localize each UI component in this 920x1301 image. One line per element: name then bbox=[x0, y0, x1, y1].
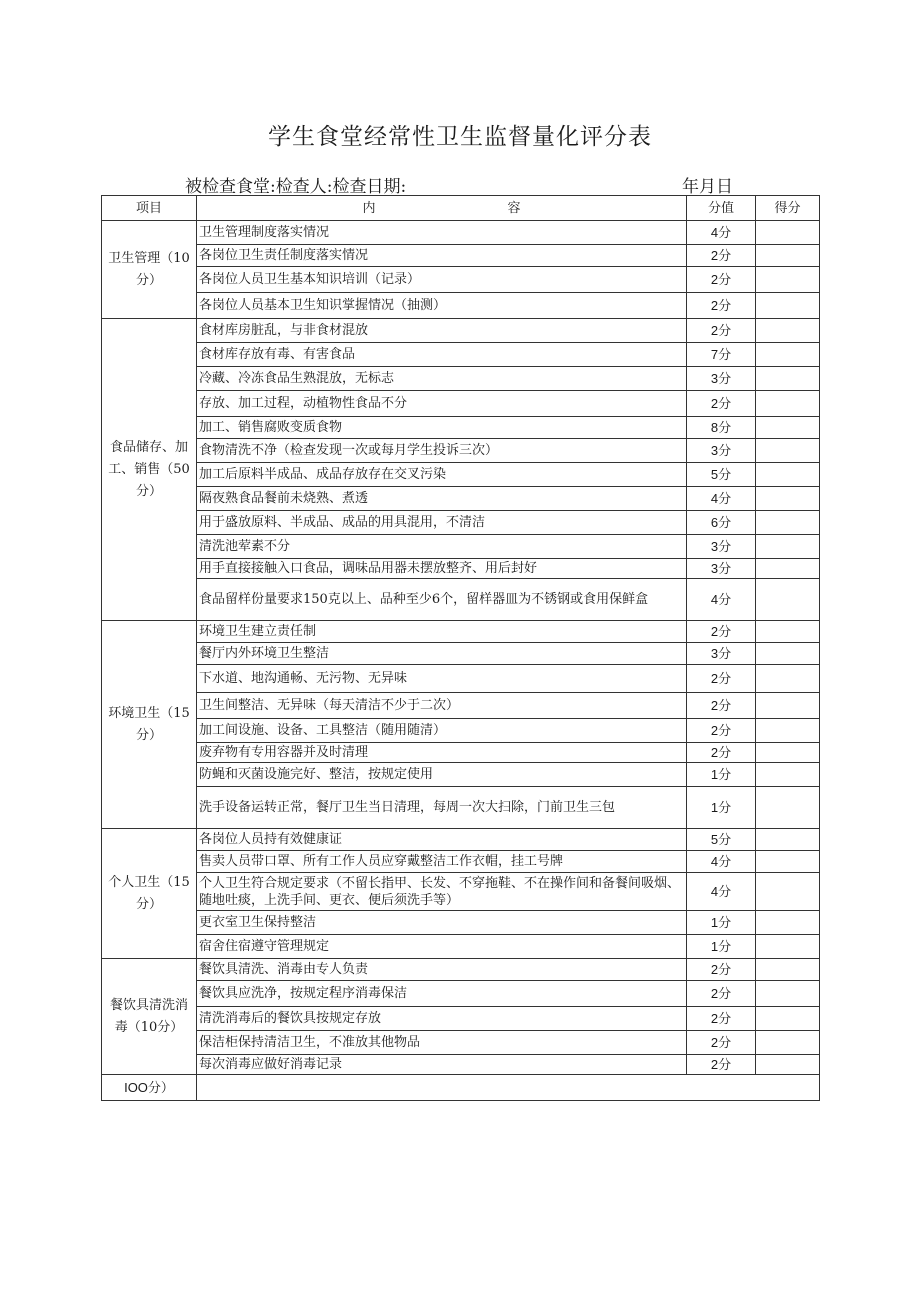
total-label: IOO分） bbox=[102, 1075, 197, 1101]
table-row bbox=[102, 439, 820, 463]
obtained-score-cell[interactable] bbox=[756, 417, 820, 439]
table-row bbox=[102, 719, 820, 743]
score-value: 4分 bbox=[687, 487, 756, 511]
section-name: 环境卫生（15分） bbox=[102, 621, 197, 829]
table-row bbox=[102, 293, 820, 319]
score-value: 5分 bbox=[687, 829, 756, 851]
score-value: 2分 bbox=[687, 267, 756, 293]
score-value: 1分 bbox=[687, 787, 756, 829]
score-value: 2分 bbox=[687, 981, 756, 1007]
score-value: 6分 bbox=[687, 511, 756, 535]
score-value: 1分 bbox=[687, 935, 756, 959]
table-row bbox=[102, 579, 820, 621]
check-item: 各岗位卫生责任制度落实情况 bbox=[197, 245, 687, 267]
score-value: 8分 bbox=[687, 417, 756, 439]
inspection-date-label: 年月日 bbox=[682, 177, 733, 197]
score-value: 3分 bbox=[687, 535, 756, 559]
check-item: 每次消毒应做好消毒记录 bbox=[197, 1055, 687, 1075]
page-title: 学生食堂经常性卫生监督量化评分表 bbox=[268, 124, 652, 150]
check-item: 各岗位人员持有效健康证 bbox=[197, 829, 687, 851]
header-obtained: 得分 bbox=[756, 196, 820, 221]
obtained-score-cell[interactable] bbox=[756, 535, 820, 559]
check-item: 食材库存放有毒、有害食品 bbox=[197, 343, 687, 367]
table-row bbox=[102, 851, 820, 873]
obtained-score-cell[interactable] bbox=[756, 463, 820, 487]
score-value: 5分 bbox=[687, 463, 756, 487]
table-row bbox=[102, 245, 820, 267]
total-row bbox=[102, 1075, 820, 1101]
obtained-score-cell[interactable] bbox=[756, 873, 820, 911]
table-row bbox=[102, 743, 820, 763]
score-value: 1分 bbox=[687, 911, 756, 935]
obtained-score-cell[interactable] bbox=[756, 693, 820, 719]
obtained-score-cell[interactable] bbox=[756, 851, 820, 873]
check-item: 各岗位人员卫生基本知识培训（记录） bbox=[197, 267, 687, 293]
obtained-score-cell[interactable] bbox=[756, 763, 820, 787]
table-row bbox=[102, 535, 820, 559]
check-item: 防蝇和灭菌设施完好、整洁，按规定使用 bbox=[197, 763, 687, 787]
obtained-score-cell[interactable] bbox=[756, 1007, 820, 1031]
obtained-score-cell[interactable] bbox=[756, 719, 820, 743]
header-item: 项目 bbox=[102, 196, 197, 221]
check-item: 卫生管理制度落实情况 bbox=[197, 221, 687, 245]
check-item: 各岗位人员基本卫生知识掌握情况（抽测） bbox=[197, 293, 687, 319]
obtained-score-cell[interactable] bbox=[756, 245, 820, 267]
table-row bbox=[102, 911, 820, 935]
obtained-score-cell[interactable] bbox=[756, 1031, 820, 1055]
inspection-info: 被检查食堂:检查人:检查日期: bbox=[185, 177, 407, 197]
obtained-score-cell[interactable] bbox=[756, 643, 820, 665]
check-item: 隔夜熟食品餐前未烧熟、煮透 bbox=[197, 487, 687, 511]
score-value: 2分 bbox=[687, 293, 756, 319]
table-row bbox=[102, 463, 820, 487]
obtained-score-cell[interactable] bbox=[756, 221, 820, 245]
score-value: 2分 bbox=[687, 245, 756, 267]
check-item: 宿舍住宿遵守管理规定 bbox=[197, 935, 687, 959]
obtained-score-cell[interactable] bbox=[756, 293, 820, 319]
total-score-cell[interactable] bbox=[197, 1075, 820, 1101]
table-row bbox=[102, 559, 820, 579]
obtained-score-cell[interactable] bbox=[756, 391, 820, 417]
check-item: 餐饮具清洗、消毒由专人负责 bbox=[197, 959, 687, 981]
score-value: 3分 bbox=[687, 559, 756, 579]
check-item: 用于盛放原料、半成品、成品的用具混用，不清洁 bbox=[197, 511, 687, 535]
score-value: 2分 bbox=[687, 959, 756, 981]
table-row bbox=[102, 981, 820, 1007]
table-row bbox=[102, 665, 820, 693]
check-item: 清洗池荤素不分 bbox=[197, 535, 687, 559]
check-item: 用手直接接触入口食品，调味品用器未摆放整齐、用后封好 bbox=[197, 559, 687, 579]
score-value: 4分 bbox=[687, 873, 756, 911]
score-value: 3分 bbox=[687, 367, 756, 391]
obtained-score-cell[interactable] bbox=[756, 559, 820, 579]
table-row bbox=[102, 1007, 820, 1031]
check-item: 食材库房脏乱，与非食材混放 bbox=[197, 319, 687, 343]
score-value: 7分 bbox=[687, 343, 756, 367]
check-item: 加工间设施、设备、工具整洁（随用随清） bbox=[197, 719, 687, 743]
obtained-score-cell[interactable] bbox=[756, 911, 820, 935]
check-item: 下水道、地沟通畅、无污物、无异味 bbox=[197, 665, 687, 693]
check-item: 食物清洗不净（检查发现一次或每月学生投诉三次） bbox=[197, 439, 687, 463]
score-value: 3分 bbox=[687, 439, 756, 463]
obtained-score-cell[interactable] bbox=[756, 621, 820, 643]
check-item: 加工、销售腐败变质食物 bbox=[197, 417, 687, 439]
check-item: 餐厅内外环境卫生整洁 bbox=[197, 643, 687, 665]
check-item: 冷藏、冷冻食品生熟混放，无标志 bbox=[197, 367, 687, 391]
check-item: 卫生间整洁、无异味（每天清洁不少于二次） bbox=[197, 693, 687, 719]
table-row bbox=[102, 873, 820, 911]
score-value: 2分 bbox=[687, 1007, 756, 1031]
check-item: 加工后原料半成品、成品存放存在交叉污染 bbox=[197, 463, 687, 487]
table-row bbox=[102, 693, 820, 719]
table-row bbox=[102, 221, 820, 245]
table-row bbox=[102, 487, 820, 511]
table-row bbox=[102, 319, 820, 343]
score-value: 2分 bbox=[687, 1055, 756, 1075]
obtained-score-cell[interactable] bbox=[756, 981, 820, 1007]
check-item: 更衣室卫生保持整洁 bbox=[197, 911, 687, 935]
table-row bbox=[102, 367, 820, 391]
score-value: 4分 bbox=[687, 221, 756, 245]
check-item: 食品留样份量要求150克以上、品种至少6个，留样器皿为不锈钢或食用保鲜盒 bbox=[197, 579, 687, 621]
check-item: 保洁柜保持清洁卫生，不准放其他物品 bbox=[197, 1031, 687, 1055]
table-row bbox=[102, 417, 820, 439]
score-value: 2分 bbox=[687, 719, 756, 743]
obtained-score-cell[interactable] bbox=[756, 1055, 820, 1075]
section-name: 餐饮具清洗消毒（10分） bbox=[102, 959, 197, 1075]
obtained-score-cell[interactable] bbox=[756, 511, 820, 535]
score-value: 2分 bbox=[687, 743, 756, 763]
obtained-score-cell[interactable] bbox=[756, 319, 820, 343]
table-row bbox=[102, 643, 820, 665]
table-row bbox=[102, 267, 820, 293]
check-item: 个人卫生符合规定要求（不留长指甲、长发、不穿拖鞋、不在操作间和备餐间吸烟、随地吐痰，上洗手间、更衣、便后须洗手等） bbox=[197, 873, 687, 911]
check-item: 餐饮具应洗净，按规定程序消毒保洁 bbox=[197, 981, 687, 1007]
score-value: 4分 bbox=[687, 851, 756, 873]
table-header bbox=[102, 196, 820, 221]
obtained-score-cell[interactable] bbox=[756, 267, 820, 293]
score-value: 2分 bbox=[687, 621, 756, 643]
table-row bbox=[102, 959, 820, 981]
table-row bbox=[102, 829, 820, 851]
check-item: 存放、加工过程，动植物性食品不分 bbox=[197, 391, 687, 417]
section-name: 食品储存、加工、销售（50分） bbox=[102, 319, 197, 621]
table-row bbox=[102, 621, 820, 643]
obtained-score-cell[interactable] bbox=[756, 829, 820, 851]
check-item: 洗手设备运转正常，餐厅卫生当日清理，每周一次大扫除，门前卫生三包 bbox=[197, 787, 687, 829]
score-value: 2分 bbox=[687, 319, 756, 343]
check-item: 清洗消毒后的餐饮具按规定存放 bbox=[197, 1007, 687, 1031]
score-value: 4分 bbox=[687, 579, 756, 621]
table-row bbox=[102, 343, 820, 367]
obtained-score-cell[interactable] bbox=[756, 439, 820, 463]
table-row bbox=[102, 935, 820, 959]
score-value: 2分 bbox=[687, 693, 756, 719]
obtained-score-cell[interactable] bbox=[756, 487, 820, 511]
obtained-score-cell[interactable] bbox=[756, 787, 820, 829]
score-value: 2分 bbox=[687, 391, 756, 417]
table-row bbox=[102, 763, 820, 787]
table-row bbox=[102, 787, 820, 829]
obtained-score-cell[interactable] bbox=[756, 665, 820, 693]
obtained-score-cell[interactable] bbox=[756, 935, 820, 959]
check-item: 售卖人员带口罩、所有工作人员应穿戴整洁工作衣帽，挂工号牌 bbox=[197, 851, 687, 873]
obtained-score-cell[interactable] bbox=[756, 343, 820, 367]
score-value: 3分 bbox=[687, 643, 756, 665]
table-row bbox=[102, 1055, 820, 1075]
obtained-score-cell[interactable] bbox=[756, 743, 820, 763]
header-content: 内 容 bbox=[197, 196, 687, 221]
table-row bbox=[102, 1031, 820, 1055]
section-name: 卫生管理（10分） bbox=[102, 221, 197, 319]
score-value: 2分 bbox=[687, 1031, 756, 1055]
score-value: 1分 bbox=[687, 763, 756, 787]
section-name: 个人卫生（15分） bbox=[102, 829, 197, 959]
score-table bbox=[101, 195, 820, 1101]
check-item: 环境卫生建立责任制 bbox=[197, 621, 687, 643]
obtained-score-cell[interactable] bbox=[756, 959, 820, 981]
obtained-score-cell[interactable] bbox=[756, 367, 820, 391]
header-score: 分值 bbox=[687, 196, 756, 221]
score-value: 2分 bbox=[687, 665, 756, 693]
check-item: 废弃物有专用容器并及时清理 bbox=[197, 743, 687, 763]
obtained-score-cell[interactable] bbox=[756, 579, 820, 621]
table-row bbox=[102, 511, 820, 535]
table-row bbox=[102, 391, 820, 417]
